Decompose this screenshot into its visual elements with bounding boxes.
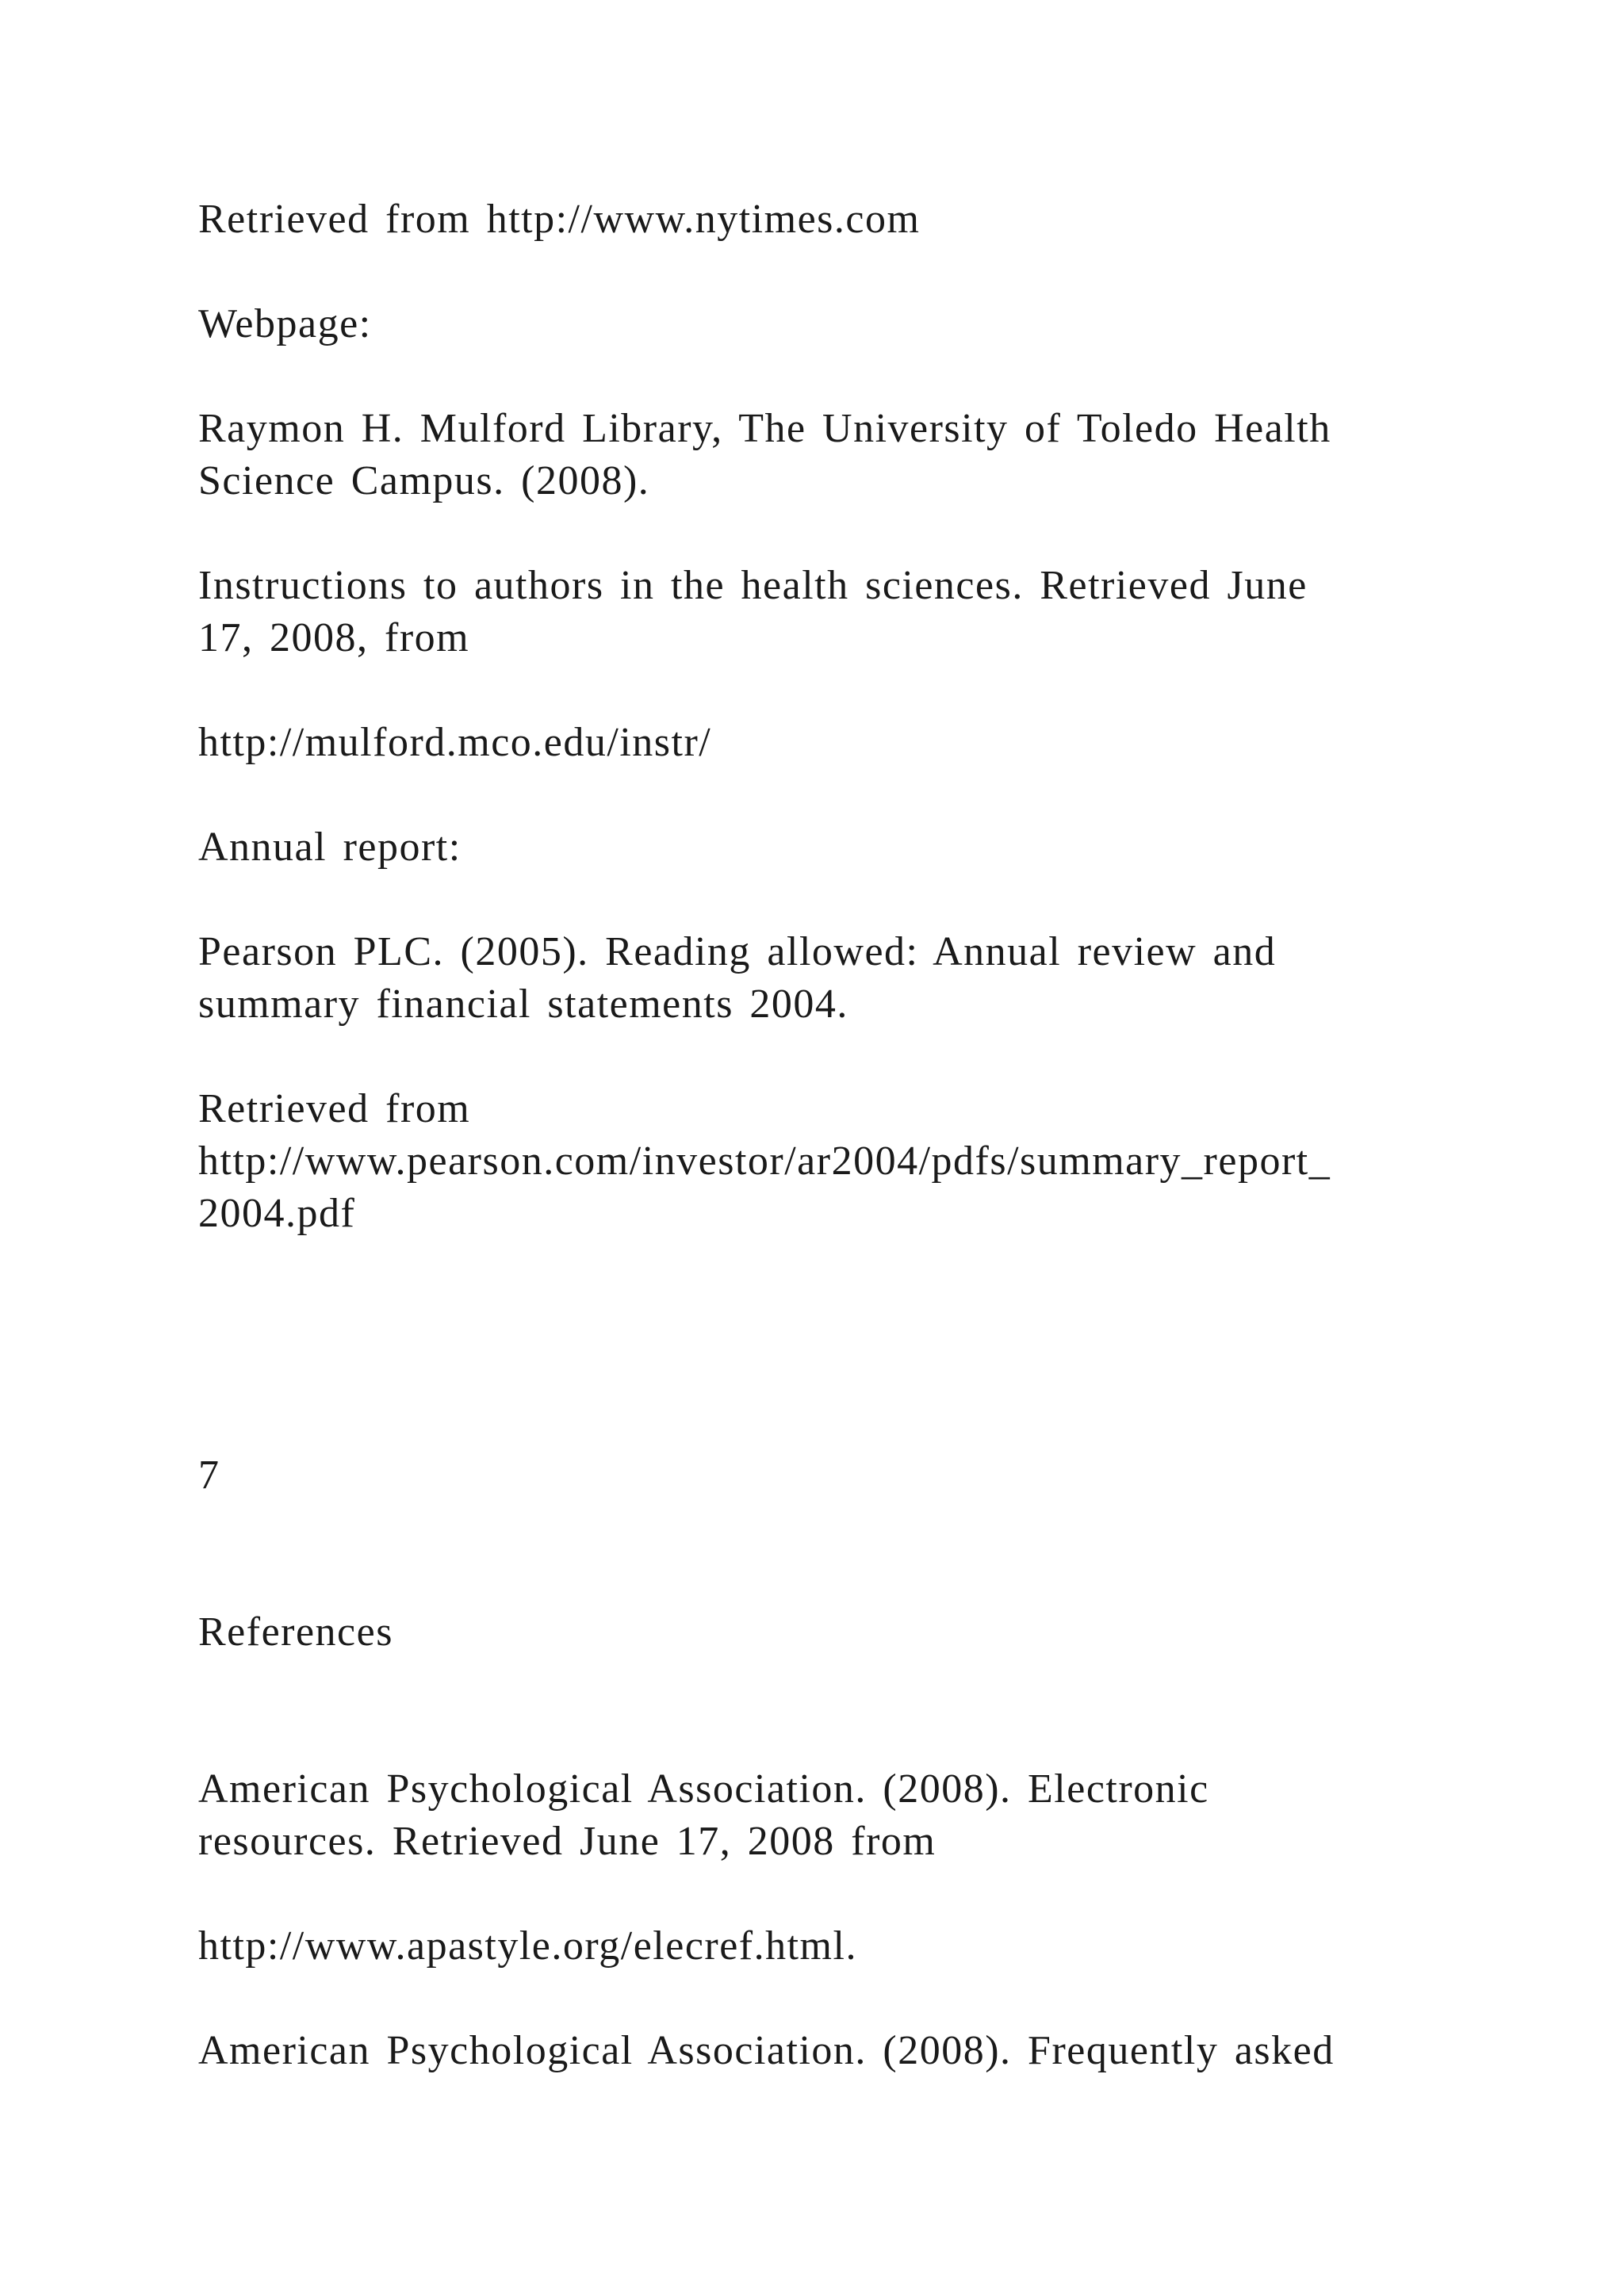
references-heading: References — [198, 1609, 393, 1655]
reference-pearson-url-line-1: http://www.pearson.com/investor/ar2004/pdfs/summary_report_ — [198, 1138, 1331, 1184]
section-label-webpage: Webpage: — [198, 301, 372, 346]
reference-apa-faq-line-1: American Psychological Association. (2008). Frequently asked — [198, 2028, 1335, 2073]
reference-pearson-line-2: summary financial statements 2004. — [198, 982, 848, 1027]
reference-apa-url: http://www.apastyle.org/elecref.html. — [198, 1923, 857, 1969]
reference-instructions-line-1: Instructions to authors in the health sciences. Retrieved June — [198, 563, 1308, 608]
section-label-annual-report: Annual report: — [198, 825, 462, 870]
reference-apa-electronic-line-1: American Psychological Association. (2008). Electronic — [198, 1766, 1209, 1812]
reference-instructions-line-2: 17, 2008, from — [198, 615, 470, 660]
reference-pearson-line-1: Pearson PLC. (2005). Reading allowed: Annual review and — [198, 929, 1277, 974]
reference-pearson-retrieved: Retrieved from — [198, 1086, 471, 1131]
reference-pearson-url-line-2: 2004.pdf — [198, 1191, 356, 1236]
reference-mulford-url: http://mulford.mco.edu/instr/ — [198, 720, 712, 765]
reference-retrieved-nytimes: Retrieved from http://www.nytimes.com — [198, 197, 921, 242]
reference-mulford-line-1: Raymon H. Mulford Library, The University of Toledo Health — [198, 406, 1331, 451]
page-number: 7 — [198, 1452, 220, 1498]
reference-apa-electronic-line-2: resources. Retrieved June 17, 2008 from — [198, 1819, 936, 1864]
reference-mulford-line-2: Science Campus. (2008). — [198, 458, 650, 503]
